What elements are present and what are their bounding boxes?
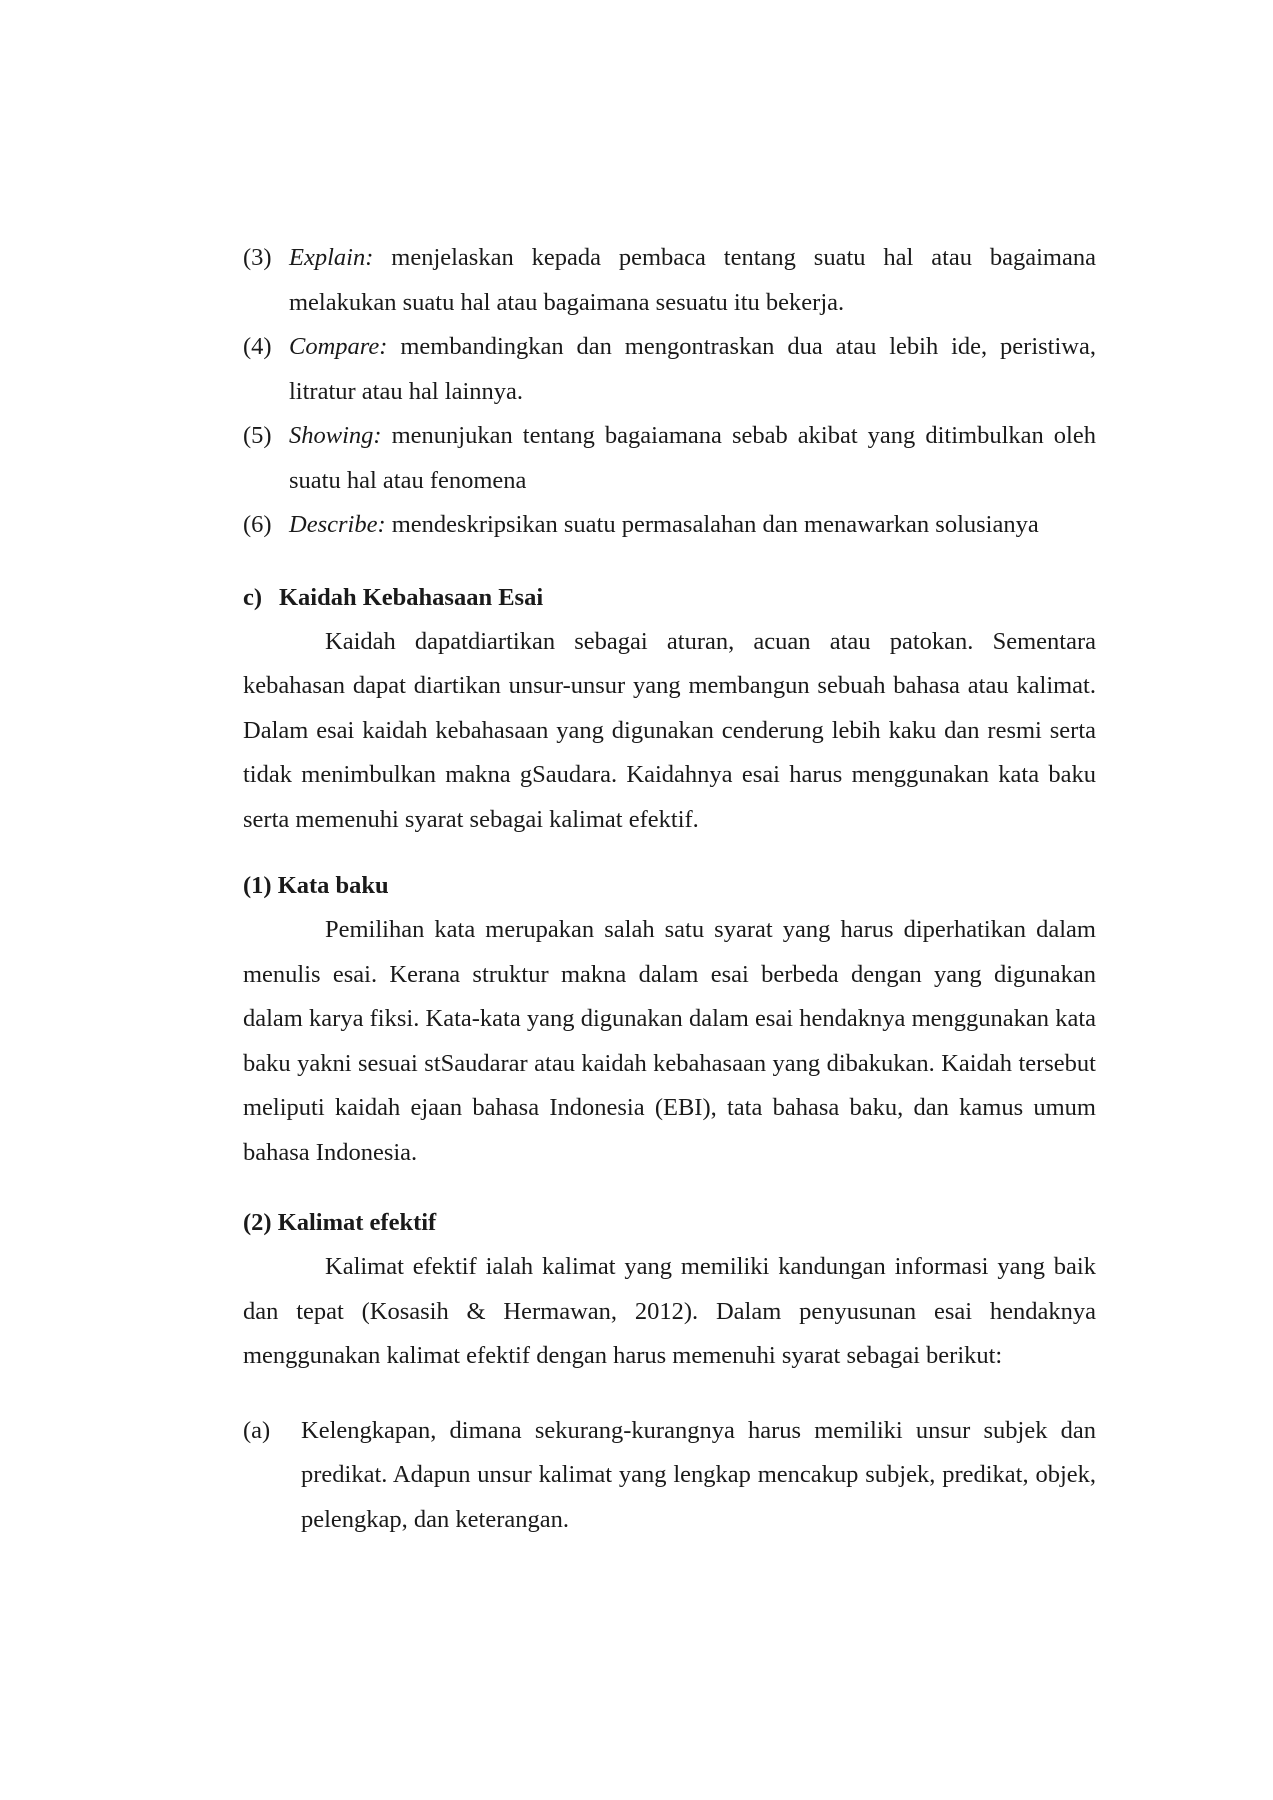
purpose-list xyxy=(243,236,1096,548)
list-item-body xyxy=(289,503,1096,548)
list-item-body xyxy=(289,414,1096,503)
list-item-number: (6) xyxy=(243,511,272,538)
list-item-term: Showing: xyxy=(289,422,382,449)
list-item xyxy=(243,503,1096,548)
document-page xyxy=(243,236,1096,1542)
section-marker: c) xyxy=(243,583,263,611)
list-item-number: (3) xyxy=(243,244,272,271)
list-item-term: Explain: xyxy=(289,244,374,271)
list-item xyxy=(243,325,1096,414)
subsection-paragraph-kalimat-efektif: Kalimat efektif ialah kalimat yang memiliki kandungan informasi yang baik dan tepat (Kosasih & Hermawan, 2012). Dalam penyusunan esai hendaknya menggunakan kalimat efektif dengan harus memenuhi syarat sebagai berikut: xyxy=(243,1253,1096,1369)
list-item-text: Kelengkapan, dimana sekurang-kurangnya harus memiliki unsur subjek dan predikat. Adapun unsur kalimat yang lengkap mencakup subjek, predikat, objek, pelengkap, dan keterangan. xyxy=(301,1416,1096,1533)
list-item-term: Describe: xyxy=(289,511,386,538)
list-item-text: membandingkan dan mengontraskan dua atau lebih ide, peristiwa, litratur atau hal lainnya. xyxy=(289,333,1096,405)
list-item xyxy=(243,236,1096,325)
subsection-paragraph-kata-baku: Pemilihan kata merupakan salah satu syarat yang harus diperhatikan dalam menulis esai. Kerana struktur makna dalam esai berbeda dengan yang digunakan dalam karya fiksi. Kata-kata yang digunakan dalam esai hendaknya menggunakan kata baku yakni sesuai stSaudarar atau kaidah kebahasaan yang dibakukan. Kaidah tersebut meliputi kaidah ejaan bahasa Indonesia (EBI), tata bahasa baku, dan kamus umum bahasa Indonesia. xyxy=(243,916,1096,1166)
list-item-term: Compare: xyxy=(289,333,388,360)
list-item-text: menunjukan tentang bagaiamana sebab akibat yang ditimbulkan oleh suatu hal atau fenomena xyxy=(289,422,1096,494)
list-item-body xyxy=(289,236,1096,325)
subsection-heading-kalimat-efektif: (2) Kalimat efektif xyxy=(243,1209,437,1236)
list-item-number: (5) xyxy=(243,422,272,449)
list-item-number: (4) xyxy=(243,333,272,360)
section-paragraph: Kaidah dapatdiartikan sebagai aturan, acuan atau patokan. Sementara kebahasan dapat diartikan unsur-unsur yang membangun sebuah bahasa atau kalimat. Dalam esai kaidah kebahasaan yang digunakan cenderung lebih kaku dan resmi serta tidak menimbulkan makna gSaudara. Kaidahnya esai harus menggunakan kata baku serta memenuhi syarat sebagai kalimat efektif. xyxy=(243,627,1096,833)
list-item-text: menjelaskan kepada pembaca tentang suatu hal atau bagaimana melakukan suatu hal atau bagaimana sesuatu itu bekerja. xyxy=(289,244,1096,316)
subsection-heading-kata-baku: (1) Kata baku xyxy=(243,872,389,899)
section-title: Kaidah Kebahasaan Esai xyxy=(279,583,544,611)
list-item xyxy=(243,414,1096,503)
list-item-text: mendeskripsikan suatu permasalahan dan menawarkan solusianya xyxy=(385,511,1039,538)
list-item-number: (a) xyxy=(243,1416,271,1444)
list-item-body xyxy=(289,325,1096,414)
list-item xyxy=(243,1409,1096,1543)
section-heading xyxy=(243,576,1096,620)
